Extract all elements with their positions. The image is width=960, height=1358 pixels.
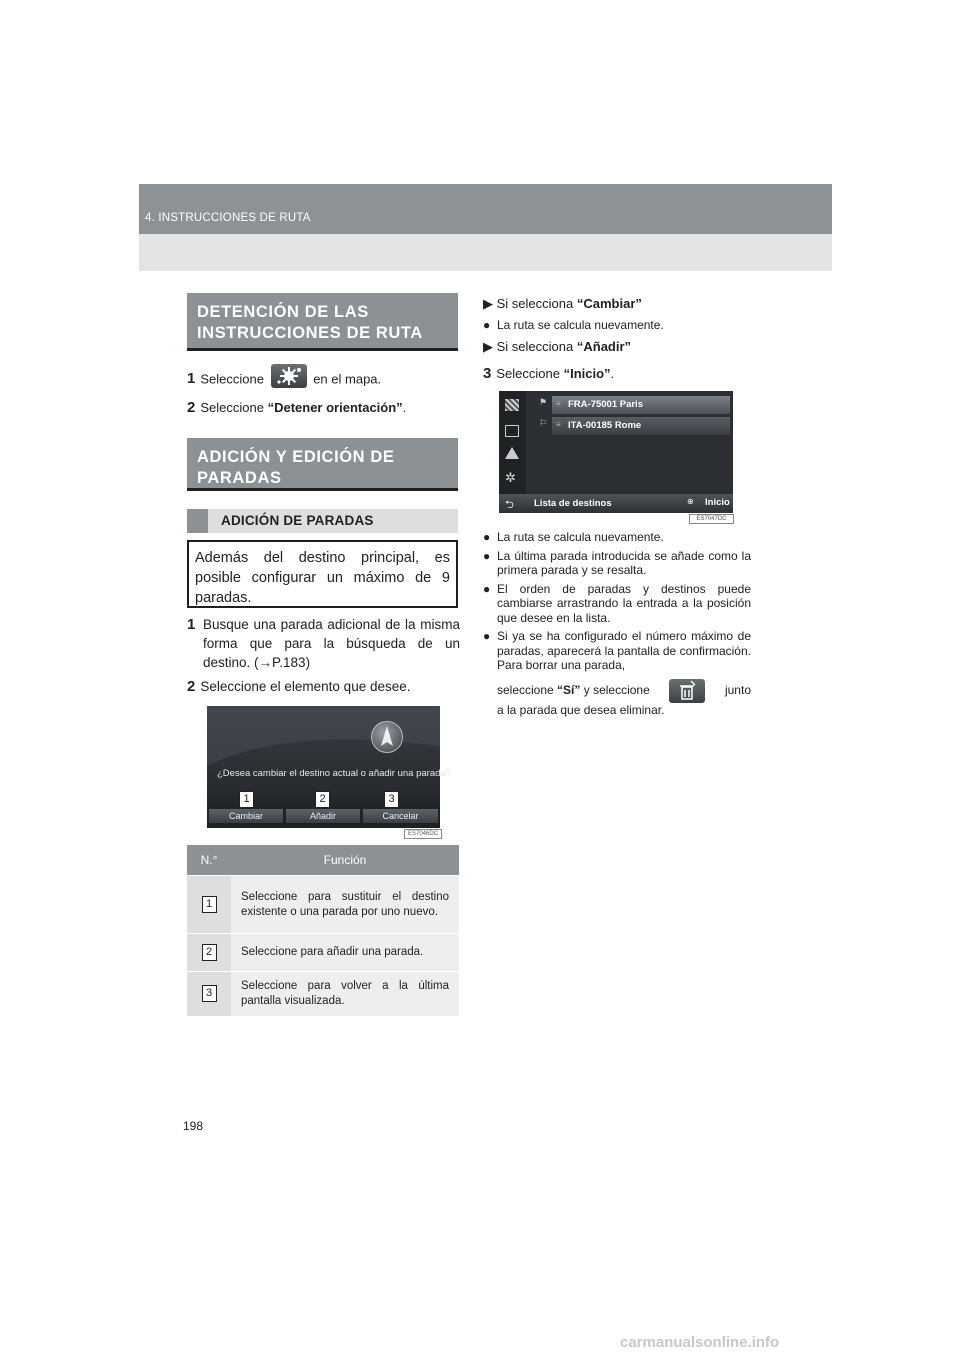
trash-icon (669, 679, 705, 703)
function-table (187, 845, 459, 1016)
settings-gear-icon (271, 364, 307, 388)
step-text: Seleccione el elemento que desee. (200, 679, 411, 694)
change-button[interactable]: Cambiar (209, 809, 283, 823)
chapter-title: 4. INSTRUCCIONES DE RUTA (145, 212, 311, 224)
bullet-text: La ruta se calcula nuevamente. (497, 530, 664, 544)
option-bold: “Cambiar” (576, 296, 642, 311)
step-3-select-start (483, 364, 751, 383)
table-row (187, 876, 459, 934)
arrow-right-icon: ▶ (483, 339, 493, 354)
back-arrow-icon[interactable]: ⮌ (505, 499, 514, 511)
table-header-function: Función (231, 845, 459, 876)
warning-icon[interactable] (505, 447, 519, 459)
step-number: 3 (483, 365, 492, 382)
bullet-item (483, 549, 751, 578)
option-add (483, 339, 631, 355)
callout-1: 1 (239, 791, 254, 808)
section-title-add-stops (187, 438, 458, 491)
map-icon[interactable] (505, 399, 519, 411)
destination-name: FRA-75001 Paris (568, 399, 643, 410)
bullet-item (483, 582, 751, 626)
row-number-box: 3 (202, 985, 217, 1002)
step-text: Seleccione (200, 400, 264, 415)
bullet-dot-icon: ● (483, 530, 491, 544)
start-button[interactable] (687, 497, 729, 510)
start-flag-icon: ⊕ (687, 497, 694, 506)
grid-icon[interactable] (505, 425, 519, 437)
subsection-add-stops (187, 509, 458, 533)
bullet-text-part: seleccione (497, 683, 554, 698)
bullet-dot-icon: ● (483, 629, 491, 643)
step-2-stop-guidance (187, 398, 458, 417)
bullet-text: La última parada introducida se añade como la primera parada y se resalta. (497, 548, 751, 577)
step-number: 1 (187, 370, 196, 388)
row-number-box: 2 (202, 944, 217, 961)
table-cell-number (187, 972, 231, 1016)
table-header-number: N.° (187, 845, 231, 876)
destination-name: ITA-00185 Rome (568, 420, 642, 431)
bullet-dot-icon: ● (483, 548, 491, 563)
bullet-text-part: junto (724, 683, 751, 698)
bullet-dot-icon: ● (483, 318, 491, 332)
table-cell-function: Seleccione para añadir una parada. (231, 934, 459, 972)
drag-handle-icon[interactable]: ≡ (556, 399, 561, 408)
table-cell-function: Seleccione para volver a la última pantalla visualizada. (231, 972, 459, 1016)
table-row (187, 972, 459, 1016)
dialog-question: ¿Desea cambiar el destino actual o añadir una parada? (217, 768, 451, 779)
destination-item-2[interactable] (552, 417, 730, 435)
step-1-select-settings (187, 368, 458, 392)
bullet-text: El orden de paradas y destinos puede cambiarse arrastrando la entrada a la posición que desee en la lista. (497, 581, 751, 625)
bullet-item (483, 629, 751, 717)
bullet-list (483, 530, 751, 717)
cancel-button[interactable]: Cancelar (363, 809, 438, 823)
table-cell-number (187, 934, 231, 972)
step-period: . (610, 366, 615, 381)
section-title-stop-guidance (187, 293, 458, 351)
destination-list-screenshot (499, 391, 733, 513)
info-box (187, 540, 458, 608)
table-row (187, 934, 459, 972)
option-text: Si selecciona (496, 339, 574, 354)
option-text: Si selecciona (496, 296, 574, 311)
header-bar (139, 184, 832, 234)
section-title-text: DETENCIÓN DE LAS INSTRUCCIONES DE RUTA (197, 303, 423, 342)
step-number: 2 (187, 678, 196, 695)
compass-icon (371, 721, 403, 753)
table-cell-function: Seleccione para sustituir el destino existente o una parada por uno nuevo. (231, 876, 459, 934)
step-number: 1 (187, 616, 196, 633)
info-text: Además del destino principal, es posible configurar un máximo de 9 paradas. (195, 550, 450, 606)
option-change (483, 296, 642, 312)
option-bold: “Añadir” (576, 339, 632, 354)
bullet-text: La ruta se calcula nuevamente. (497, 318, 664, 332)
subsection-marker (187, 509, 208, 533)
drag-handle-icon[interactable]: ≡ (556, 420, 561, 429)
bullet-bold: “Sí” (557, 683, 581, 698)
table-cell-number (187, 876, 231, 934)
confirm-dialog-screenshot (207, 706, 451, 828)
bullet-item (483, 530, 751, 545)
bullet-text-part: Si ya se ha configurado el número máximo de paradas, aparecerá la pantalla de confirmación. Para borrar una parada, (497, 629, 751, 672)
page-number: 198 (183, 1119, 204, 1133)
start-label: Inicio (705, 497, 730, 508)
bullet-text-part: y seleccione (583, 683, 650, 698)
settings-icon[interactable]: ✲ (505, 470, 516, 485)
arrow-right-icon: ▶ (483, 296, 493, 311)
row-number-box: 1 (202, 896, 217, 913)
add-button[interactable]: Añadir (286, 809, 360, 823)
bottom-bar (499, 494, 733, 513)
callout-3: 3 (384, 791, 399, 808)
flag-icon: ⚐ (539, 418, 548, 428)
step-text: Busque una parada adicional de la misma forma que para la búsqueda de un destino. (→P.183) (203, 617, 460, 670)
flag-icon: ⚑ (539, 397, 548, 407)
watermark: carmanualsonline.info (620, 1334, 780, 1351)
list-label: Lista de destinos (534, 498, 612, 509)
section-title-text: ADICIÓN Y EDICIÓN DE PARADAS (197, 448, 395, 487)
subsection-title: ADICIÓN DE PARADAS (221, 513, 374, 528)
step-text: Seleccione (496, 366, 560, 381)
step-number: 2 (187, 399, 196, 416)
step-1-search-stop (187, 615, 460, 672)
figure-code: ES7046DC (404, 829, 442, 839)
side-menu (499, 391, 526, 499)
figure-code: ES7047DC (689, 514, 734, 524)
table-header-row (187, 845, 459, 876)
bullet-dot-icon: ● (483, 581, 491, 596)
step-text: Seleccione (200, 371, 264, 387)
step-bold-option: “Detener orientación” (267, 400, 403, 415)
callout-2: 2 (315, 791, 330, 808)
bullet-text-part: a la parada que desea eliminar. (497, 702, 665, 717)
page-header (139, 184, 832, 271)
destination-item-1[interactable] (552, 396, 730, 414)
step-2-select-element (187, 677, 458, 696)
bullet-item (483, 318, 751, 333)
step-period: . (402, 400, 407, 415)
step-text-end: en el mapa. (313, 371, 382, 387)
bullet-text (483, 629, 751, 717)
step-bold-option: “Inicio” (563, 366, 611, 381)
